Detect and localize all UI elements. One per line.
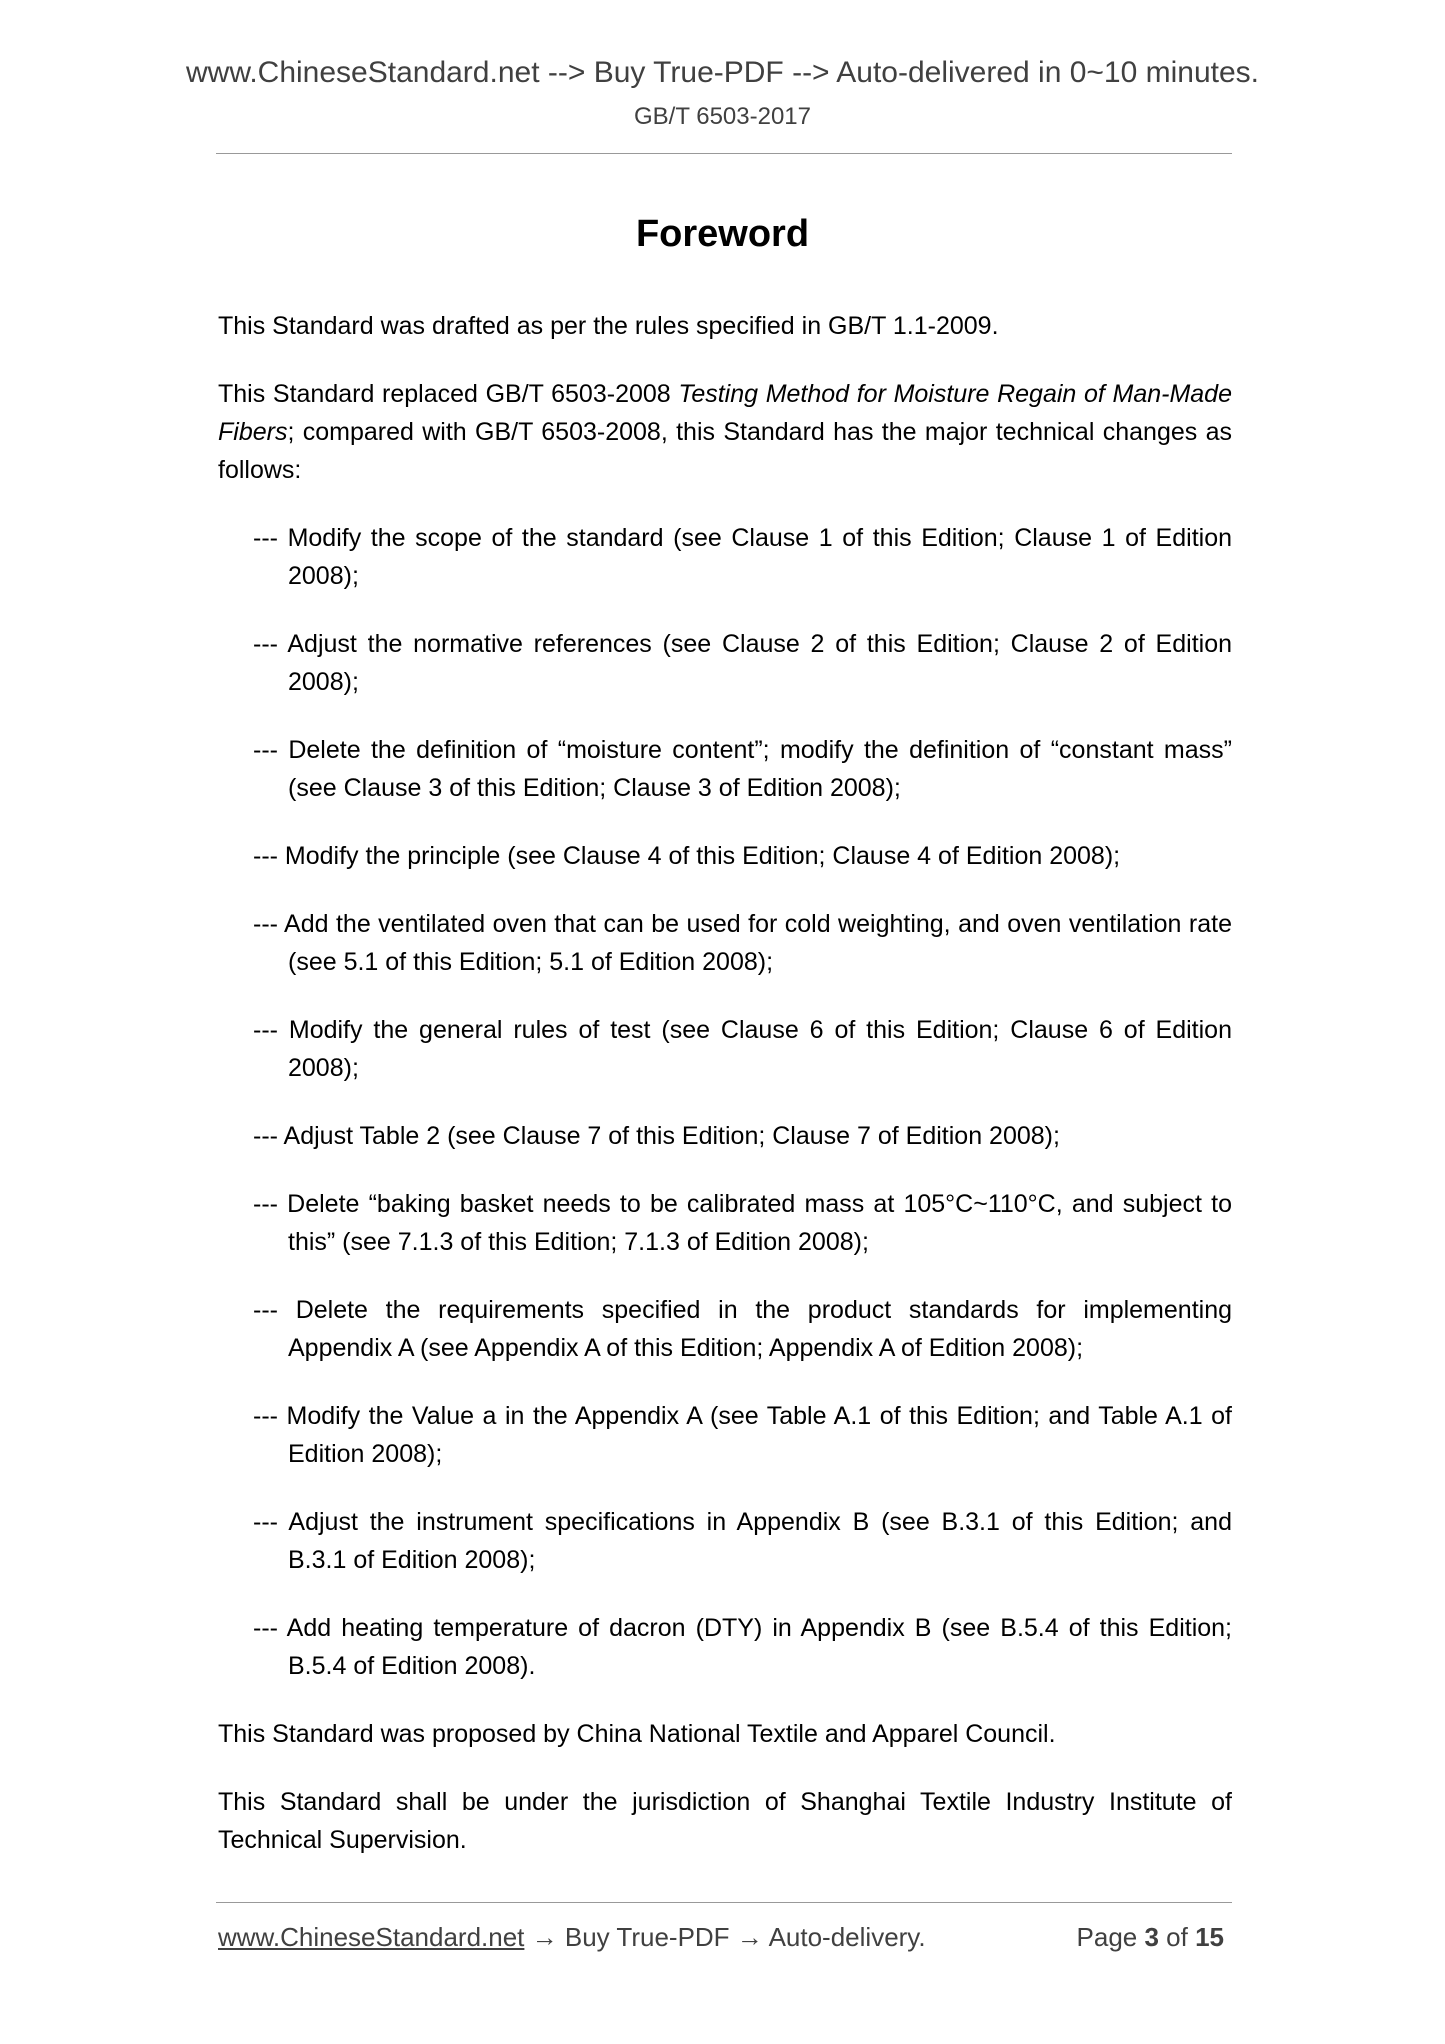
- change-item: --- Delete the requirements specified in the product standards for implementing Appendix A (see Appendix A of this Edition; Appendix A of Edition 2008);: [253, 1296, 1232, 1362]
- footer-promo-text: → Buy True-PDF → Auto-delivery.: [524, 1922, 926, 1952]
- replaced-text-before: This Standard replaced GB/T 6503-2008: [218, 380, 679, 408]
- proposed-paragraph: This Standard was proposed by China National Textile and Apparel Council.: [218, 1720, 1056, 1748]
- of-label: of: [1158, 1922, 1196, 1952]
- replaced-paragraph: [218, 375, 1232, 489]
- page-indicator: [1077, 1922, 1224, 1953]
- change-item: --- Modify the scope of the standard (see Clause 1 of this Edition; Clause 1 of Edition 2008);: [253, 524, 1232, 590]
- change-item: --- Add heating temperature of dacron (DTY) in Appendix B (see B.5.4 of this Edition; B.5.4 of Edition 2008).: [253, 1614, 1232, 1680]
- total-pages: 15: [1195, 1922, 1224, 1952]
- change-item: --- Delete the definition of “moisture content”; modify the definition of “constant mass” (see Clause 3 of this Edition; Clause 3 of Edition 2008);: [253, 736, 1232, 802]
- header-banner: www.ChineseStandard.net --> Buy True-PDF --> Auto-delivered in 0~10 minutes.: [185, 56, 1260, 89]
- jurisdiction-paragraph: This Standard shall be under the jurisdiction of Shanghai Textile Industry Institute of Technical Supervision.: [218, 1788, 1232, 1854]
- intro-paragraph: This Standard was drafted as per the rules specified in GB/T 1.1-2009.: [218, 312, 999, 340]
- current-page-number: 3: [1144, 1922, 1159, 1952]
- replaced-standard-title: Testing Method for Moisture Regain of Man-Made Fibers: [218, 380, 1232, 446]
- foreword-body: [218, 307, 1232, 1889]
- change-item: --- Delete “baking basket needs to be calibrated mass at 105°C~110°C, and subject to this” (see 7.1.3 of this Edition; 7.1.3 of Edition 2008);: [253, 1190, 1232, 1256]
- page-title: Foreword: [635, 213, 810, 255]
- replaced-text-after: ; compared with GB/T 6503-2008, this Standard has the major technical changes as follows:: [218, 418, 1232, 484]
- change-item: --- Modify the Value a in the Appendix A (see Table A.1 of this Edition; and Table A.1 of Edition 2008);: [253, 1402, 1232, 1468]
- change-item: --- Modify the principle (see Clause 4 of this Edition; Clause 4 of Edition 2008);: [253, 842, 1121, 870]
- change-item: --- Add the ventilated oven that can be used for cold weighting, and oven ventilation rate (see 5.1 of this Edition; 5.1 of Edition 2008);: [253, 910, 1232, 976]
- header-divider: [216, 153, 1232, 154]
- change-item: --- Adjust the normative references (see Clause 2 of this Edition; Clause 2 of Edition 2008);: [253, 630, 1232, 696]
- footer-site-link[interactable]: www.ChineseStandard.net: [218, 1922, 525, 1952]
- footer-promo: [218, 1922, 926, 1953]
- change-item: --- Modify the general rules of test (see Clause 6 of this Edition; Clause 6 of Edition 2008);: [253, 1016, 1232, 1082]
- change-item: --- Adjust the instrument specifications in Appendix B (see B.3.1 of this Edition; and B.3.1 of Edition 2008);: [253, 1508, 1232, 1574]
- change-item: --- Adjust Table 2 (see Clause 7 of this Edition; Clause 7 of Edition 2008);: [253, 1122, 1060, 1150]
- footer-divider: [216, 1902, 1232, 1903]
- standard-code: GB/T 6503-2017: [633, 103, 811, 130]
- page-label: Page: [1076, 1922, 1145, 1952]
